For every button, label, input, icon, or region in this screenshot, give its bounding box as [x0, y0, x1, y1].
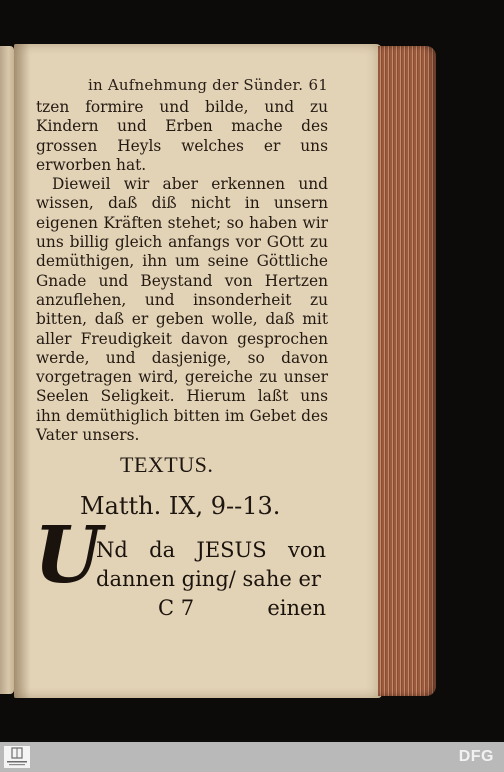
section-heading: TEXTUS.	[120, 452, 214, 477]
page-block-edge	[378, 46, 436, 696]
dfg-logo: DFG	[458, 748, 494, 765]
running-title: in Aufnehmung der Sünder.	[88, 76, 304, 94]
facing-page-edge	[0, 46, 14, 694]
running-header	[88, 76, 328, 94]
signature-mark: C 7	[158, 596, 195, 620]
library-logo-icon	[4, 746, 30, 768]
catchword: einen	[267, 596, 326, 620]
drop-cap: U	[34, 510, 103, 601]
body-text	[36, 98, 328, 445]
gutter-shadow	[14, 44, 30, 698]
scripture-reference: Matth. IX, 9--13.	[80, 492, 281, 520]
page-number: 61	[308, 76, 328, 94]
paragraph: tzen formire und bilde, und zu Kindern und Erben mache des grossen Heyls welches er uns erworben hat.	[36, 98, 328, 174]
scripture-text: Nd da JESUS von dannen ging/ sahe er	[96, 538, 326, 591]
paragraph: Dieweil wir aber erkennen und wissen, daß diß nicht in unsern eigenen Kräften stehet; so haben wir uns billig gleich anfangs vor GOtt zu demüthigen, ihn um seine Göttliche Gnade und Beystand von Hertzen anzuflehen, und insonderheit zu bitten, daß er geben wolle, daß mit aller Freudigkeit davon gesprochen werde, und dasjenige, so davon vorgetragen wird, gereiche zu unser Seelen Seligkeit. Hierum laßt uns ihn demüthiglich bitten im Gebet des Vater unsers.	[36, 175, 328, 445]
viewer-footer-bar	[0, 742, 504, 772]
